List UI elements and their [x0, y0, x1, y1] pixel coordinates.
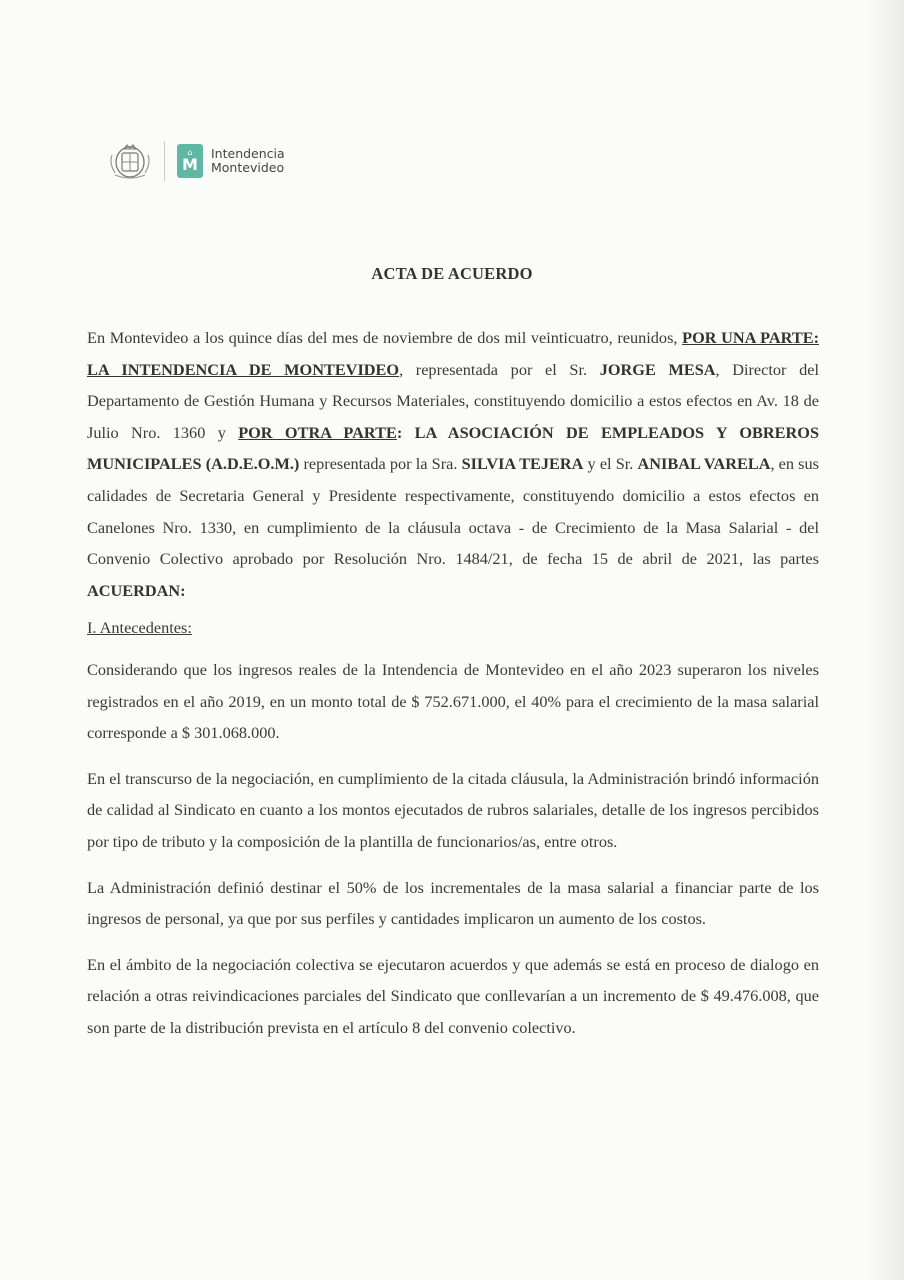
letterhead [106, 140, 285, 182]
union-name: : LA ASOCIACIÓN DE EMPLEADOS Y OBREROS MUNICIPALES (A.D.E.O.M.) [87, 422, 820, 474]
party-two: POR OTRA PARTE [238, 422, 397, 442]
intro-paragraph: En Montevideo a los quince días del mes de noviembre de dos mil veinticuatro, reunidos, POR UNA PARTE: LA INTENDENCIA DE MONTEVIDEO, representada por el Sr. JORGE MESA, Director del Departamento de Gestión Humana y Recursos Materiales, constituyendo domicilio a estos efectos en Av. 18 de Julio Nro. 1360 y POR OTRA PARTE: LA ASOCIACIÓN DE EMPLEADOS Y OBREROS MUNICIPALES (A.D.E.O.M.) representada por la Sra. SILVIA TEJERA y el Sr. ANIBAL VARELA, en sus calidades de Secretaria General y Presidente respectivamente, constituyendo domicilio a estos efectos en Canelones Nro. 1330, en cumplimiento de la cláusula octava - de Crecimiento de la Masa Salarial - del Convenio Colectivo aprobado por Resolución Nro. 1484/21, de fecha 15 de abril de 2021, las partes ACUERDAN: [87, 328, 820, 600]
rep-jorge-mesa: JORGE MESA [599, 359, 716, 379]
intendencia-logo-icon: ⌂ M [177, 144, 203, 178]
paragraph-2: En el transcurso de la negociación, en cumplimiento de la citada cláusula, la Administración brindó información de calidad al Sindicato en cuanto a los montos ejecutados de rubros salariales, detalle de los ingresos percibidos por tipo de tributo y la composición de la plantilla de funcionarios/as, entre otros. [87, 768, 819, 851]
party-one: POR UNA PARTE: LA INTENDENCIA DE MONTEVIDEO [87, 328, 820, 379]
logo-line-1: Intendencia [211, 146, 285, 161]
document-title: ACTA DE ACUERDO [371, 264, 533, 283]
rep-anibal-varela: ANIBAL VARELA [637, 454, 771, 474]
section-heading-antecedentes: I. Antecedentes: [87, 618, 192, 638]
acuerdan: ACUERDAN: [87, 580, 186, 600]
logo-line-2: Montevideo [211, 160, 285, 175]
paragraph-1: Considerando que los ingresos reales de la Intendencia de Montevideo en el año 2023 superaron los niveles registrados en el año 2019, en un monto total de $ 752.671.000, el 40% para el crecimiento de la masa salarial corresponde a $ 301.068.000. [87, 659, 819, 743]
rep-silvia-tejera: SILVIA TEJERA [461, 454, 584, 474]
intendencia-name [211, 147, 285, 175]
scan-edge-shadow [864, 0, 904, 1280]
letterhead-divider [164, 141, 165, 181]
paragraph-4: En el ámbito de la negociación colectiva se ejecutaron acuerdos y que además se está en proceso de dialogo en relación a otras reivindicaciones parciales del Sindicato que conllevarían a un incremento de $ 49.476.008, que son parte de la distribución prevista en el artículo 8 del convenio colectivo. [87, 954, 819, 1037]
coat-of-arms-seal-icon [106, 140, 154, 182]
document-body [87, 322, 819, 1057]
paragraph-3: La Administración definió destinar el 50% de los incrementales de la masa salarial a financiar parte de los ingresos de personal, ya que por sus perfiles y cantidades implicaron un aumento de los costos. [87, 877, 819, 929]
